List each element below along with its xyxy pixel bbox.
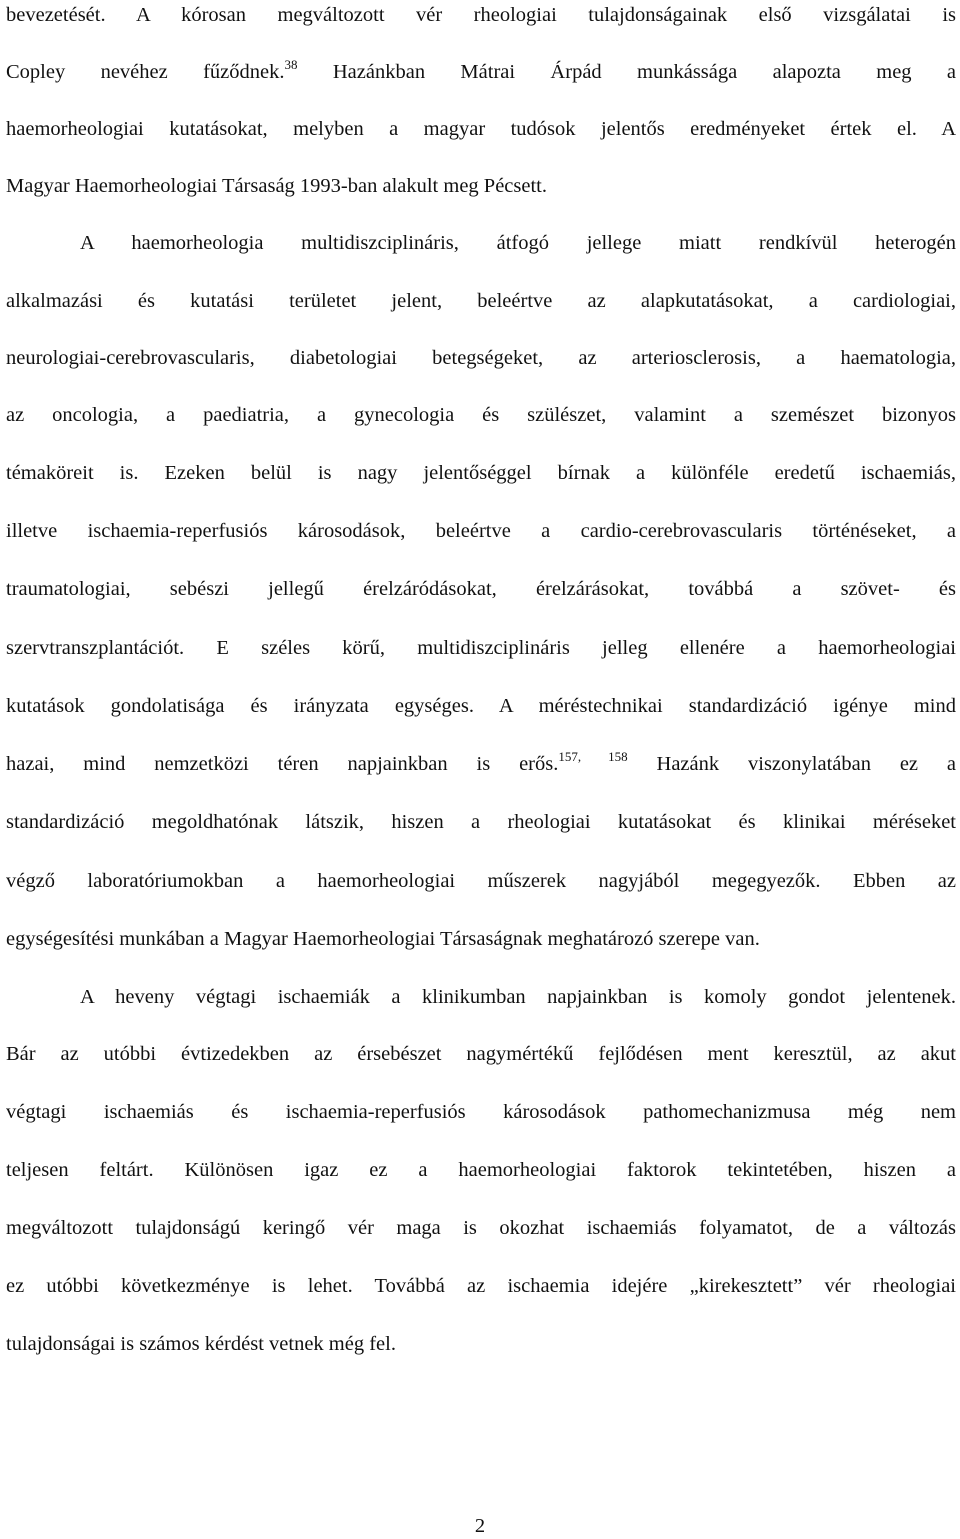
text-line (6, 749, 956, 779)
text-line (6, 57, 956, 87)
text-line: végtagi ischaemiás és ischaemia-reperfusiós károsodások pathomechanizmusa még nem (6, 1101, 956, 1123)
text-line: kutatások gondolatisága és irányzata egységes. A méréstechnikai standardizáció igénye mind (6, 695, 956, 717)
text-line: szervtranszplantációt. E széles körű, multidiszciplináris jelleg ellenére a haemorheologiai (6, 637, 956, 659)
text-line: Bár az utóbbi évtizedekben az érsebészet nagymértékű fejlődésen ment keresztül, az akut (6, 1043, 956, 1065)
reference-superscript: 157, 158 (558, 749, 628, 764)
document-page (6, 0, 956, 1537)
text-line: ez utóbbi következménye is lehet. Továbbá az ischaemia idejére „kirekesztett” vér rheologiai (6, 1275, 956, 1297)
text-line: illetve ischaemia-reperfusiós károsodások, beleértve a cardio-cerebrovascularis történéseket, a (6, 520, 956, 542)
line-text: Hazánkban Mátrai Árpád munkássága alapozta meg a (297, 61, 957, 83)
text-line: bevezetését. A kórosan megváltozott vér rheologiai tulajdonságainak első vizsgálatai is (6, 4, 956, 26)
text-line: Magyar Haemorheologiai Társaság 1993-ban alakult meg Pécsett. (6, 175, 547, 197)
line-text: Hazánk viszonylatában ez a (627, 753, 957, 775)
text-line: teljesen feltárt. Különösen igaz ez a haemorheologiai faktorok tekintetében, hiszen a (6, 1159, 956, 1181)
text-line: tulajdonságai is számos kérdést vetnek még fel. (6, 1333, 396, 1355)
text-line: alkalmazási és kutatási területet jelent, beleértve az alapkutatásokat, a cardiologiai, (6, 290, 956, 312)
text-line: A haemorheologia multidiszciplináris, átfogó jellege miatt rendkívül heterogén (80, 232, 956, 254)
text-line: haemorheologiai kutatásokat, melyben a magyar tudósok jelentős eredményeket értek el. A (6, 118, 956, 140)
line-text: hazai, mind nemzetközi téren napjainkban is erős. (6, 753, 559, 775)
text-line: traumatologiai, sebészi jellegű érelzáródásokat, érelzárásokat, továbbá a szövet- és (6, 578, 956, 600)
text-line: az oncologia, a paediatria, a gynecologia és szülészet, valamint a szemészet bizonyos (6, 404, 956, 426)
text-line: standardizáció megoldhatónak látszik, hiszen a rheologiai kutatásokat és klinikai méréseket (6, 811, 956, 833)
text-line: témaköreit is. Ezeken belül is nagy jelentőséggel bírnak a különféle eredetű ischaemiás, (6, 462, 956, 484)
text-line: neurologiai-cerebrovascularis, diabetologiai betegségeket, az arteriosclerosis, a haematologia, (6, 347, 956, 369)
line-text: Copley nevéhez fűződnek. (6, 61, 285, 83)
text-line: egységesítési munkában a Magyar Haemorheologiai Társaságnak meghatározó szerepe van. (6, 928, 760, 950)
reference-superscript: 38 (284, 57, 298, 72)
page-number: 2 (474, 1515, 486, 1537)
text-line: A heveny végtagi ischaemiák a klinikumban napjainkban is komoly gondot jelentenek. (80, 986, 956, 1008)
text-line: megváltozott tulajdonságú keringő vér maga is okozhat ischaemiás folyamatot, de a változás (6, 1217, 956, 1239)
text-line: végző laboratóriumokban a haemorheologiai műszerek nagyjából megegyezők. Ebben az (6, 870, 956, 892)
